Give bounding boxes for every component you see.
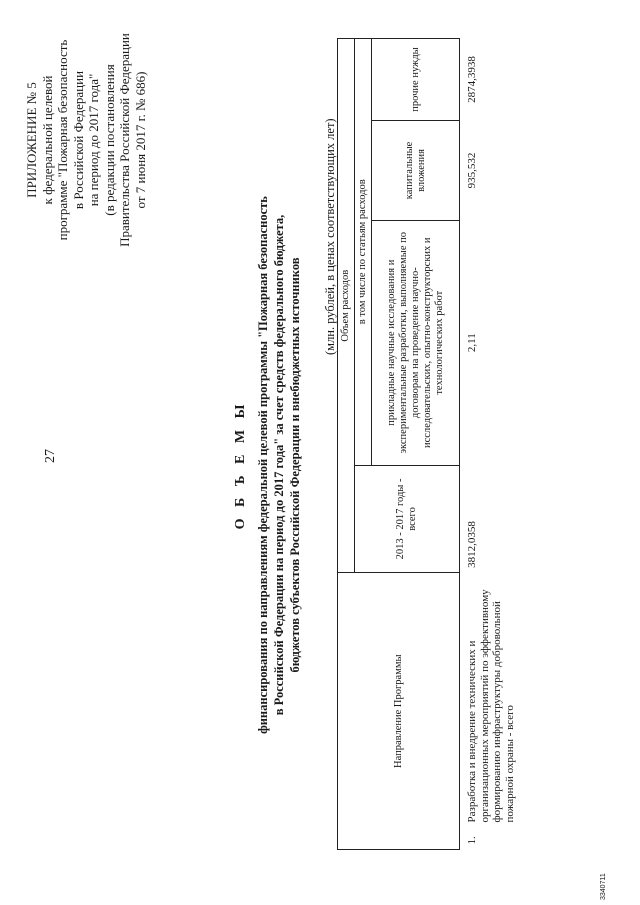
row-other: 2874,3938 (466, 56, 478, 103)
header-volume: Объем расходов (338, 39, 355, 573)
financing-table (337, 38, 518, 850)
header-direction: Направление Программы (338, 573, 460, 850)
row-rnd: 2,11 (466, 333, 478, 353)
annex-line: к федеральной целевой (39, 75, 55, 205)
header-including: в том числе по статьям расходов (355, 39, 372, 466)
subtitle-line: в Российской Федерации на период до 2017 года" за счет средств федерального бюджета, (272, 214, 286, 716)
annex-line: (в редакции постановления (101, 64, 117, 216)
header-capital: капитальные вложения (372, 120, 460, 220)
units-note: (млн. рублей, в ценах соответствующих лет) (323, 118, 337, 355)
document-title: О Б Ъ Е М Ы (233, 400, 248, 530)
annex-line: ПРИЛОЖЕНИЕ № 5 (24, 82, 39, 198)
row-capital: 935,532 (466, 152, 478, 189)
row-number: 1. (466, 836, 478, 845)
document-code: 3340711 (600, 873, 607, 900)
annex-line: Правительства Российской Федерации (117, 33, 132, 247)
annex-block (24, 15, 148, 265)
subtitle-line: бюджетов субъектов Российской Федерации и внебюджетных источников (288, 257, 302, 673)
row-direction: Разработка и внедрение технических и организационных мероприятий по эффективному формированию инфраструктуры добровольной пожарной охраны - всего (466, 589, 516, 823)
header-other: прочие нужды (372, 39, 460, 121)
document-title-block (233, 165, 303, 765)
table-row (460, 39, 519, 850)
row-total: 3812,0358 (466, 521, 478, 568)
annex-line: от 7 июня 2017 г. № 686) (132, 71, 148, 209)
annex-line: в Российской Федерации (70, 70, 86, 210)
annex-line: на период до 2017 года" (86, 73, 101, 207)
header-total: 2013 - 2017 годы - всего (355, 465, 460, 573)
page-number: 27 (43, 449, 58, 463)
annex-line: программе "Пожарная безопасность (55, 39, 70, 241)
header-rnd: прикладные научные исследования и экспериментальные разработки, выполняемые по договорам на проведение научно-исследовательских, опытно-конструкторских и технологических работ (372, 220, 460, 465)
subtitle-line: финансирования по направлениям федеральной целевой программы "Пожарная безопасность (256, 196, 270, 734)
